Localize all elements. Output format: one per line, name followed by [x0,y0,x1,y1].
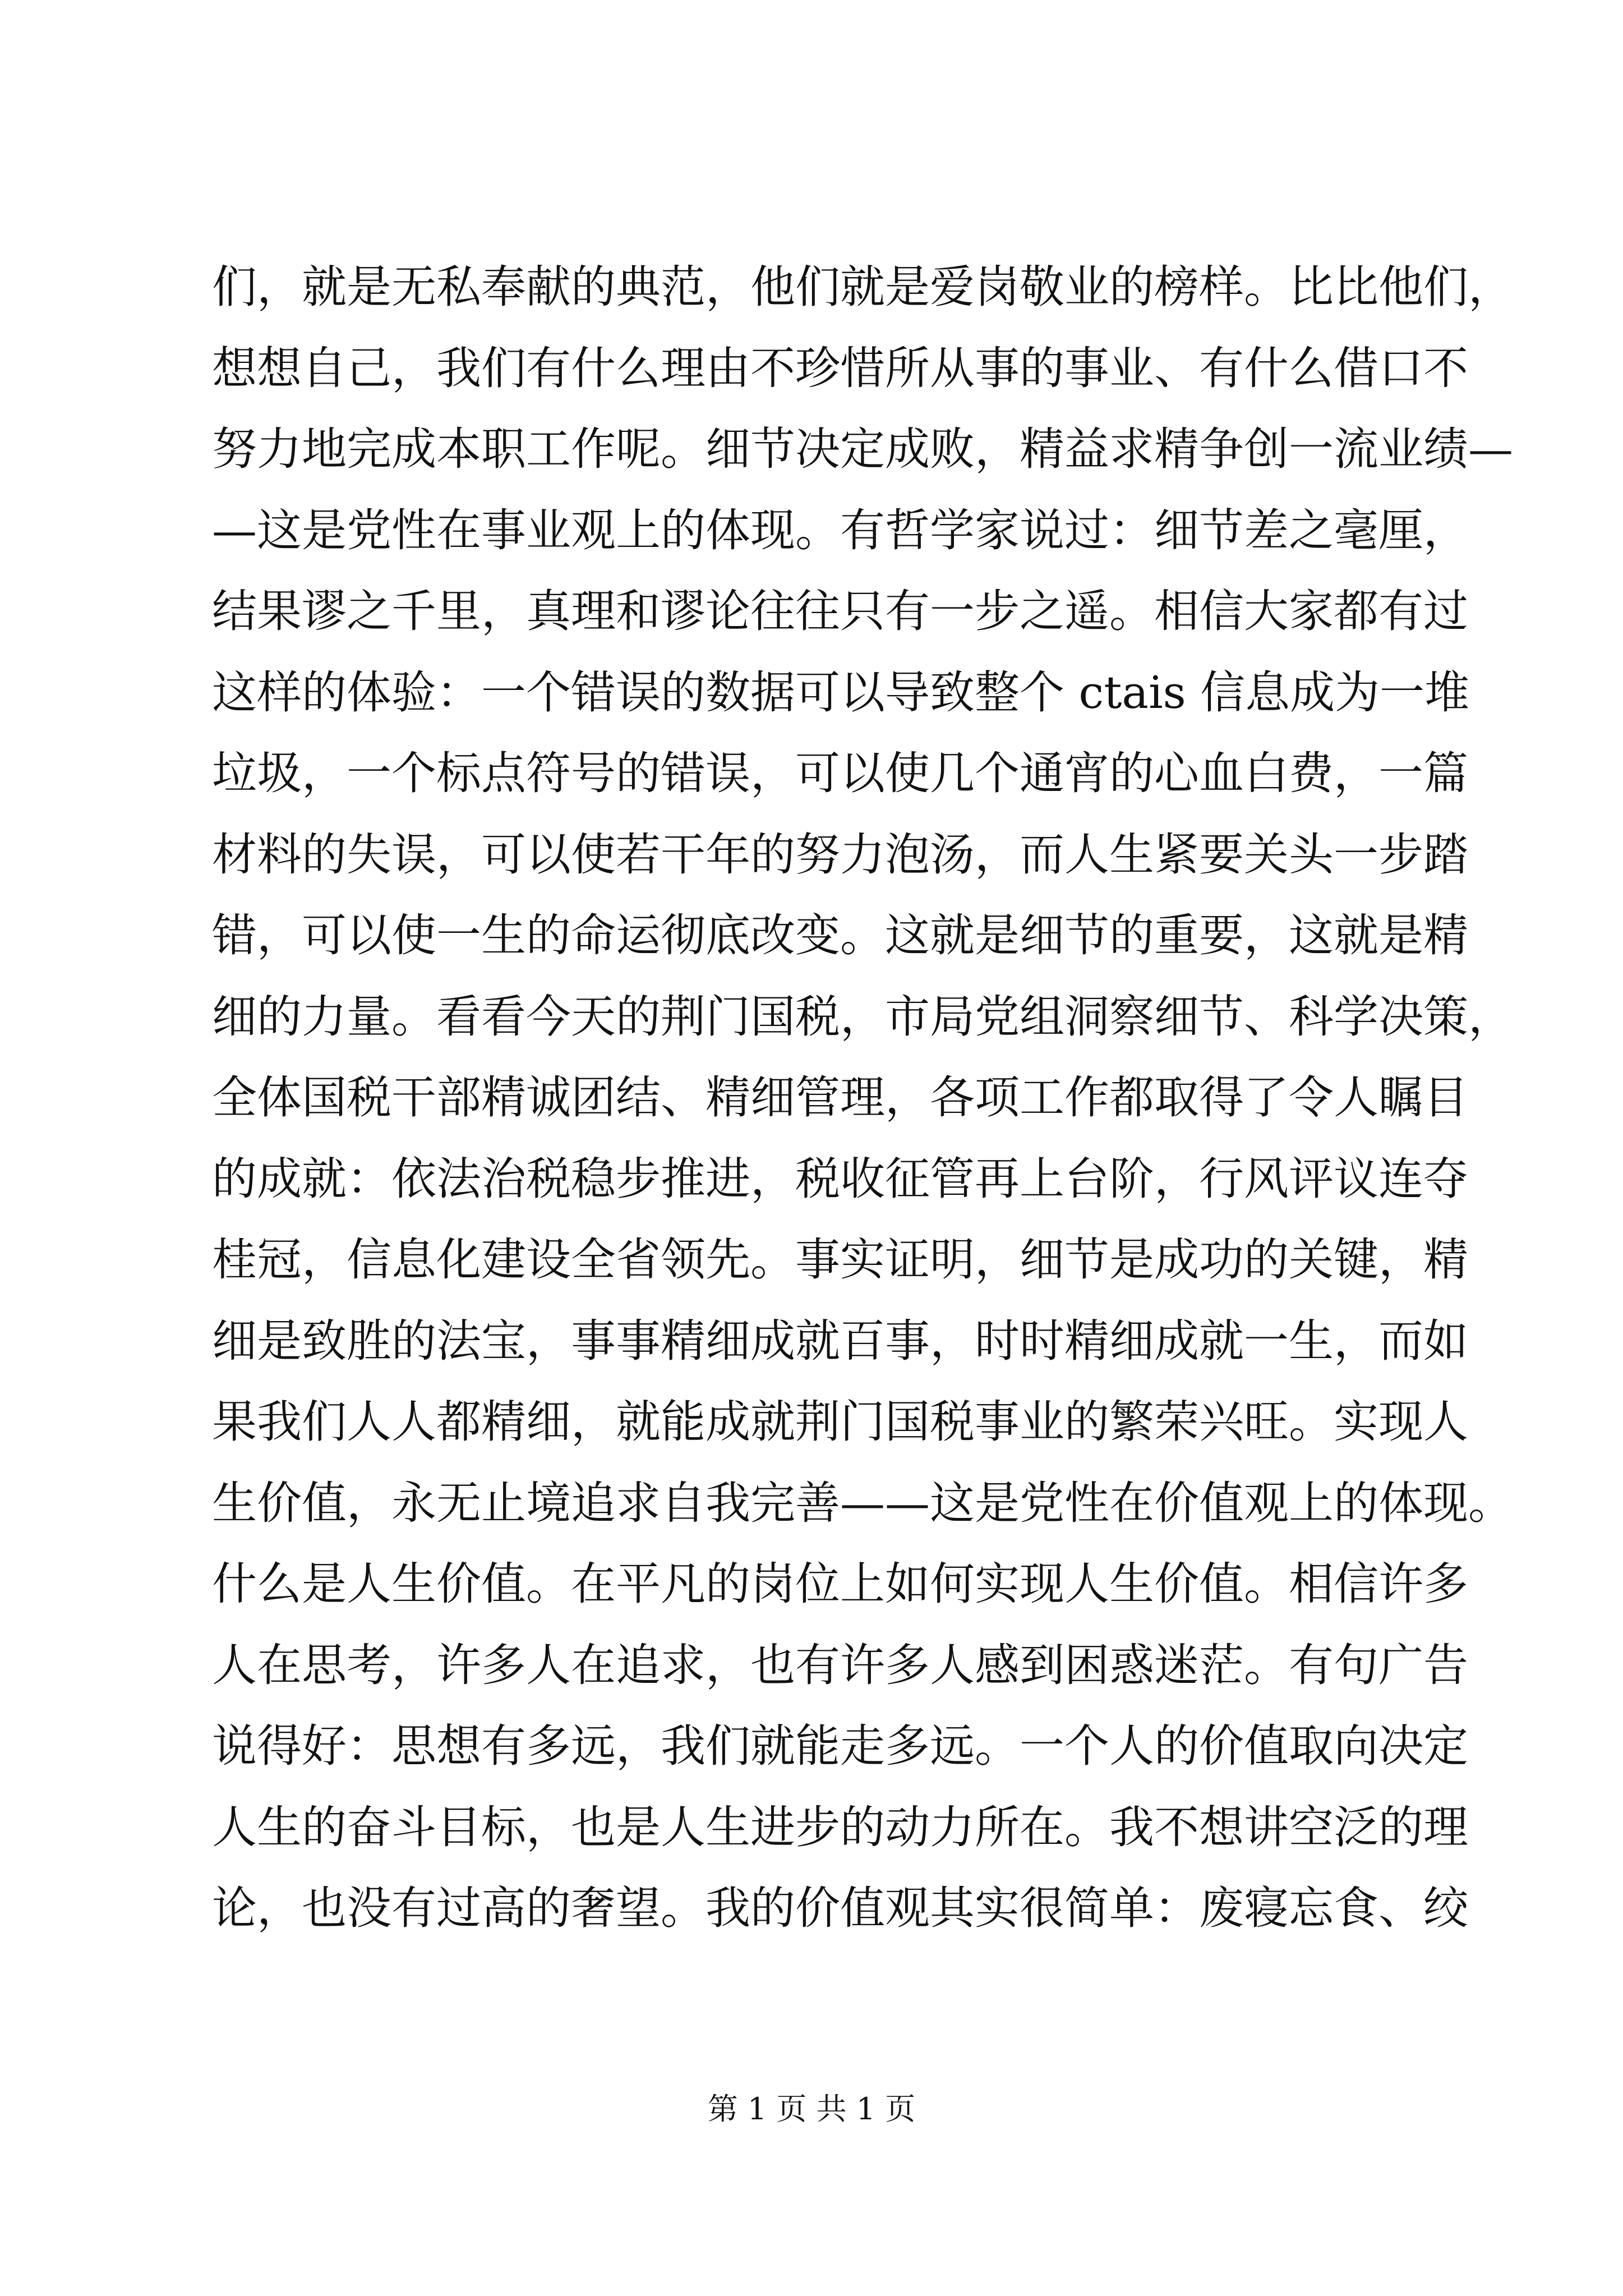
text-line: 错，可以使一生的命运彻底改变。这就是细节的重要，这就是精 [212,909,1468,961]
text-line: 们，就是无私奉献的典范，他们就是爱岗敬业的榜样。比比他们， [212,261,1513,313]
text-line: 桂冠，信息化建设全省领先。事实证明，细节是成功的关键，精 [212,1234,1468,1286]
text-line: 细是致胜的法宝，事事精细成就百事，时时精细成就一生，而如 [212,1314,1468,1367]
text-line: 垃圾，一个标点符号的错误，可以使几个通宵的心血白费，一篇 [212,747,1468,799]
text-line: 人生的奋斗目标，也是人生进步的动力所在。我不想讲空泛的理 [212,1801,1468,1853]
text-line: 说得好：思想有多远，我们就能走多远。一个人的价值取向决定 [212,1720,1468,1772]
text-line: 想想自己，我们有什么理由不珍惜所从事的事业、有什么借口不 [212,342,1468,394]
page-number-label: 第 1 页 共 1 页 [707,2091,916,2127]
text-line: 材料的失误，可以使若干年的努力泡汤，而人生紧要关头一步踏 [212,828,1468,881]
text-line: 果我们人人都精细，就能成就荆门国税事业的繁荣兴旺。实现人 [212,1396,1468,1448]
text-line: 什么是人生价值。在平凡的岗位上如何实现人生价值。相信许多 [212,1558,1468,1610]
text-line: 人在思考，许多人在追求，也有许多人感到困惑迷茫。有句广告 [212,1639,1468,1691]
text-line: 的成就：依法治税稳步推进，税收征管再上台阶，行风评议连夺 [212,1152,1468,1205]
body-text [212,247,1513,1949]
text-line: 生价值，永无止境追求自我完善——这是党性在价值观上的体现。 [212,1476,1513,1529]
text-line: 结果谬之千里，真理和谬论往往只有一步之遥。相信大家都有过 [212,585,1468,637]
text-line: —这是党性在事业观上的体现。有哲学家说过：细节差之毫厘， [212,504,1468,556]
text-line: 这样的体验：一个错误的数据可以导致整个 ctais 信息成为一堆 [212,666,1470,719]
text-line: 细的力量。看看今天的荆门国税，市局党组洞察细节、科学决策， [212,990,1513,1043]
text-line: 努力地完成本职工作呢。细节决定成败，精益求精争创一流业绩— [212,423,1513,475]
page-footer [0,2087,1623,2132]
text-line: 全体国税干部精诚团结、精细管理，各项工作都取得了令人瞩目 [212,1071,1468,1124]
text-line: 论，也没有过高的奢望。我的价值观其实很简单：废寝忘食、绞 [212,1882,1468,1934]
